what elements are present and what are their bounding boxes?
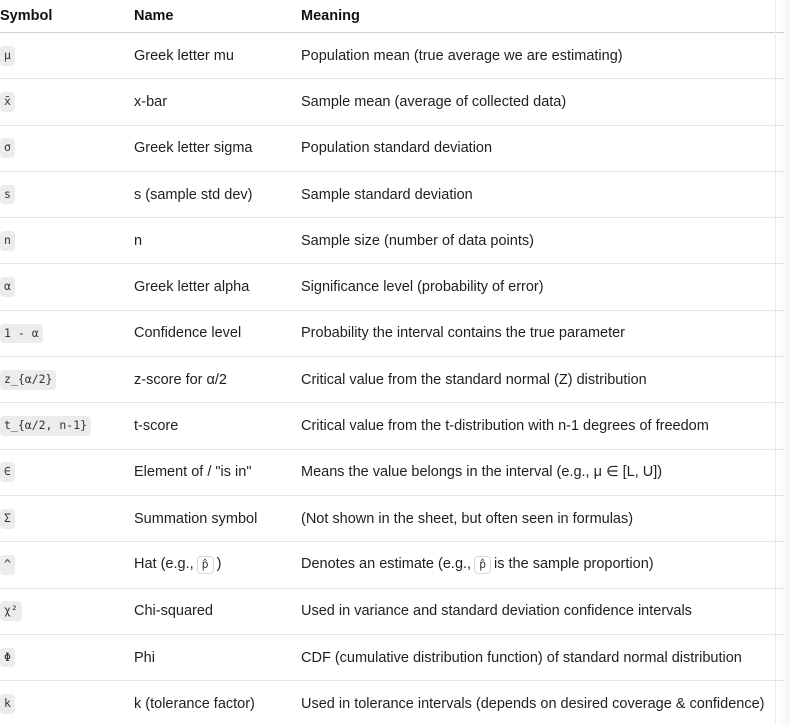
table-header-row — [0, 0, 784, 33]
symbol-code: n — [0, 231, 15, 251]
meaning-cell: (Not shown in the sheet, but often seen in formulas) — [301, 495, 784, 541]
meaning-text-before: Denotes an estimate (e.g., — [301, 556, 472, 573]
symbol-code: Φ — [0, 648, 15, 668]
symbol-cell — [0, 542, 134, 588]
table-row — [0, 588, 784, 634]
meaning-cell: Used in variance and standard deviation confidence intervals — [301, 588, 784, 634]
name-cell: n — [134, 218, 301, 264]
name-cell: s (sample std dev) — [134, 171, 301, 217]
meaning-cell: Significance level (probability of error) — [301, 264, 784, 310]
symbol-code: ∈ — [0, 462, 15, 482]
name-cell — [134, 542, 301, 588]
name-cell: Greek letter alpha — [134, 264, 301, 310]
symbol-code: μ — [0, 46, 15, 66]
header-name: Name — [134, 0, 301, 33]
symbol-cell — [0, 264, 134, 310]
meaning-cell: Means the value belongs in the interval (e.g., μ ∈ [L, U]) — [301, 449, 784, 495]
table-row — [0, 403, 784, 449]
table-row — [0, 449, 784, 495]
symbol-code: α — [0, 277, 15, 297]
symbol-cell — [0, 588, 134, 634]
table-row — [0, 357, 784, 403]
symbol-code: x̄ — [0, 92, 15, 112]
name-cell: Summation symbol — [134, 495, 301, 541]
symbol-cell — [0, 634, 134, 680]
symbol-code: s — [0, 185, 15, 205]
meaning-text-after: is the sample proportion) — [494, 556, 654, 573]
symbol-code: 1 - α — [0, 324, 43, 344]
name-text-before: Hat (e.g., — [134, 556, 194, 573]
symbol-cell — [0, 171, 134, 217]
symbol-cell — [0, 681, 134, 726]
name-cell: Element of / "is in" — [134, 449, 301, 495]
table-row — [0, 218, 784, 264]
meaning-cell: Sample mean (average of collected data) — [301, 79, 784, 125]
symbol-cell — [0, 33, 134, 79]
meaning-cell: Critical value from the standard normal (Z) distribution — [301, 357, 784, 403]
symbol-cell — [0, 495, 134, 541]
table-row — [0, 681, 784, 726]
name-cell: k (tolerance factor) — [134, 695, 255, 712]
table-row — [0, 310, 784, 356]
name-cell: Phi — [134, 634, 301, 680]
name-text-after: ) — [216, 556, 222, 573]
symbol-code: ^ — [0, 555, 15, 575]
symbol-code: t_{α/2, n-1} — [0, 416, 91, 436]
table-row — [0, 542, 784, 588]
meaning-cell: Population standard deviation — [301, 125, 784, 171]
meaning-cell: Sample standard deviation — [301, 171, 784, 217]
symbol-code: k — [0, 694, 15, 714]
symbol-cell — [0, 125, 134, 171]
name-cell: Greek letter mu — [134, 33, 301, 79]
meaning-cell: Critical value from the t-distribution with n-1 degrees of freedom — [301, 403, 784, 449]
symbol-code: σ — [0, 138, 15, 158]
table-row — [0, 264, 784, 310]
name-cell: x-bar — [134, 79, 301, 125]
meaning-cell: Used in tolerance intervals (depends on desired coverage & confidence) — [301, 695, 765, 712]
meaning-cell: Population mean (true average we are estimating) — [301, 33, 784, 79]
table-row — [0, 33, 784, 79]
header-symbol: Symbol — [0, 0, 134, 33]
symbol-cell — [0, 449, 134, 495]
table-row — [0, 634, 784, 680]
name-cell: z-score for α/2 — [134, 357, 301, 403]
table-row — [0, 495, 784, 541]
symbol-cell — [0, 310, 134, 356]
name-cell: Chi-squared — [134, 588, 301, 634]
meaning-cell: Sample size (number of data points) — [301, 218, 784, 264]
table-row — [0, 125, 784, 171]
horizontal-scroll-edge[interactable] — [775, 0, 790, 725]
table-row — [0, 79, 784, 125]
symbol-code: Σ — [0, 509, 15, 529]
symbol-cell — [0, 403, 134, 449]
meaning-cell: Probability the interval contains the true parameter — [301, 310, 784, 356]
table-row — [0, 171, 784, 217]
symbol-code: χ² — [0, 601, 22, 621]
name-cell: Greek letter sigma — [134, 125, 301, 171]
symbol-code: z_{α/2} — [0, 370, 56, 390]
meaning-cell: CDF (cumulative distribution function) of standard normal distribution — [301, 634, 784, 680]
symbol-cell — [0, 79, 134, 125]
p-hat-inline-code: p̂ — [474, 556, 491, 574]
header-meaning: Meaning — [301, 0, 784, 33]
name-cell: Confidence level — [134, 310, 301, 356]
name-cell: t-score — [134, 403, 301, 449]
symbol-cell — [0, 357, 134, 403]
p-hat-inline-code: p̂ — [197, 556, 214, 574]
meaning-cell — [301, 542, 784, 588]
symbol-cell — [0, 218, 134, 264]
